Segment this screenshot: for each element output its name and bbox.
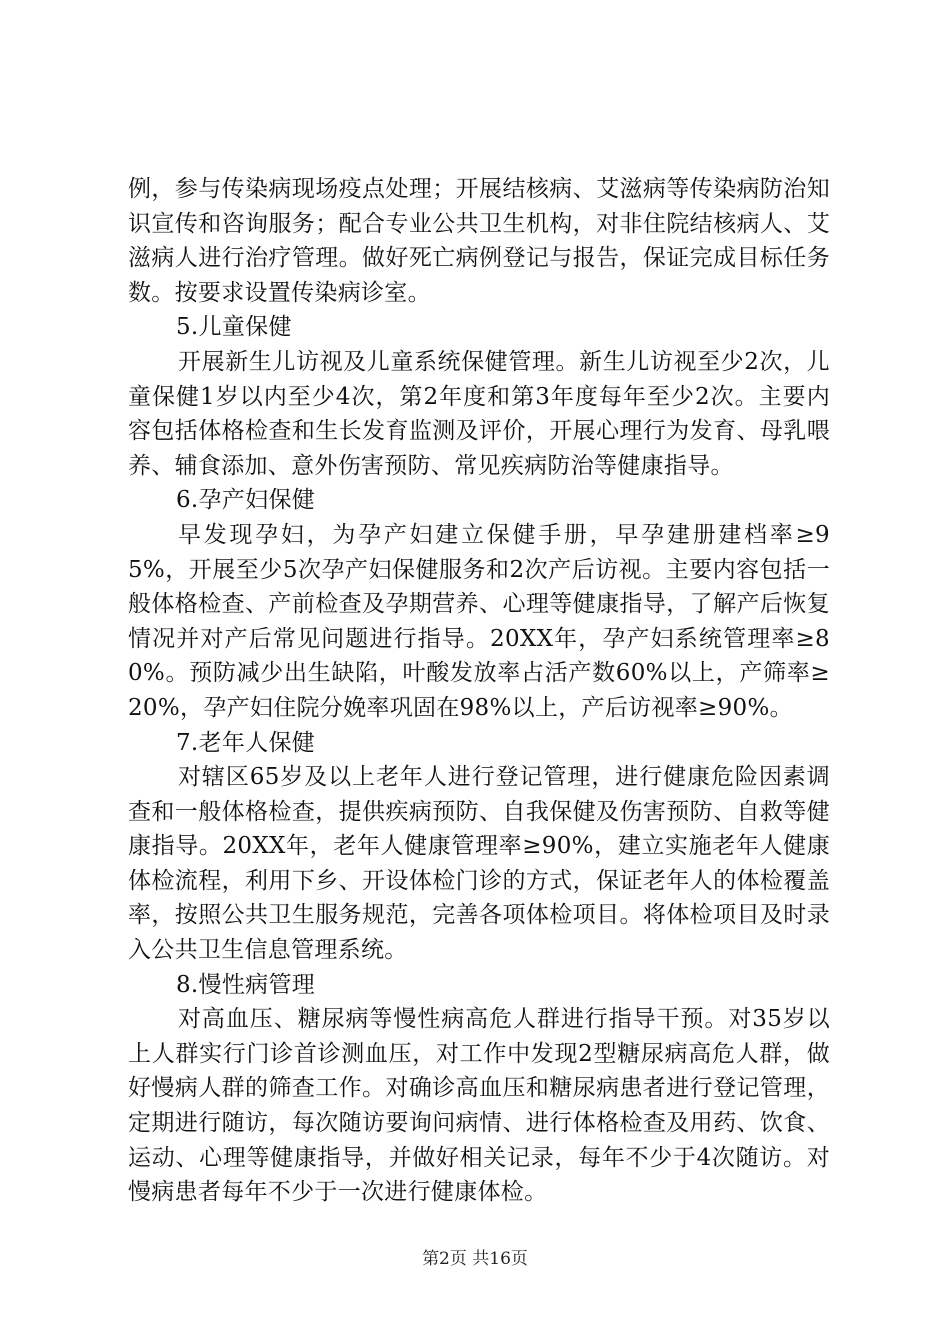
paragraph-elderly-health: 对辖区65岁及以上老年人进行登记管理，进行健康危险因素调查和一般体格检查，提供疾病预防、自我保健及伤害预防、自救等健康指导。20XX年，老年人健康管理率≥90%，建立实施老年人健康体检流程，利用下乡、开设体检门诊的方式，保证老年人的体检覆盖率，按照公共卫生服务规范，完善各项体检项目。将体检项目及时录入公共卫生信息管理系统。 bbox=[128, 764, 830, 964]
heading-chronic-disease: 8.慢性病管理 bbox=[176, 971, 316, 998]
page-number-footer: 第2页 共16页 bbox=[422, 1249, 528, 1269]
paragraph-child-health: 开展新生儿访视及儿童系统保健管理。新生儿访视至少2次，儿童保健1岁以内至少4次，第2年度和第3年度每年至少2次。主要内容包括体格检查和生长发育监测及评价，开展心理行为发育、母乳喂养、辅食添加、意外伤害预防、常见疾病防治等健康指导。 bbox=[128, 348, 830, 479]
heading-child-health: 5.儿童保健 bbox=[176, 314, 292, 341]
paragraph-chronic-disease: 对高血压、糖尿病等慢性病高危人群进行指导干预。对35岁以上人群实行门诊首诊测血压，对工作中发现2型糖尿病高危人群，做好慢病人群的筛查工作。对确诊高血压和糖尿病患者进行登记管理，定期进行随访，每次随访要询问病情、进行体格检查及用药、饮食、运动、心理等健康指导，并做好相关记录，每年不少于4次随访。对慢病患者每年不少于一次进行健康体检。 bbox=[128, 1006, 830, 1206]
paragraph-infectious-disease: 例，参与传染病现场疫点处理；开展结核病、艾滋病等传染病防治知识宣传和咨询服务；配合专业公共卫生机构，对非住院结核病人、艾滋病人进行治疗管理。做好死亡病例登记与报告，保证完成目标任务数。按要求设置传染病诊室。 bbox=[128, 176, 830, 306]
paragraph-maternal-health: 早发现孕妇，为孕产妇建立保健手册，早孕建册建档率≥95%，开展至少5次孕产妇保健服务和2次产后访视。主要内容包括一般体格检查、产前检查及孕期营养、心理等健康指导，了解产后恢复情况并对产后常见问题进行指导。20XX年，孕产妇系统管理率≥80%。预防减少出生缺陷，叶酸发放率占活产数60%以上，产筛率≥20%，孕产妇住院分娩率巩固在98%以上，产后访视率≥90%。 bbox=[128, 521, 830, 721]
heading-elderly-health: 7.老年人保健 bbox=[176, 729, 316, 756]
heading-maternal-health: 6.孕产妇保健 bbox=[176, 487, 316, 514]
document-body bbox=[128, 172, 830, 1210]
